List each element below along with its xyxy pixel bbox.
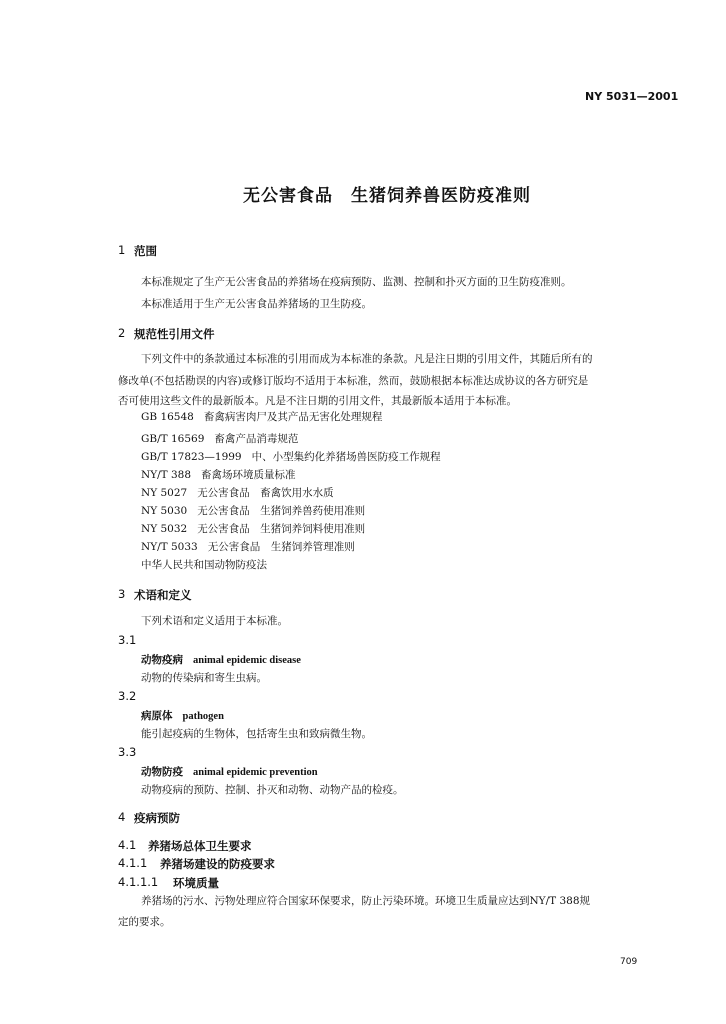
reference-title: 畜禽场环境质量标准	[201, 469, 296, 481]
term-chinese: 动物防疫	[141, 766, 183, 778]
term-english: animal epidemic disease	[193, 655, 301, 666]
section-2-number: 2	[118, 326, 126, 340]
section-1-para-1: 本标准规定了生产无公害食品的养猪场在疫病预防、监测、控制和扑灭方面的卫生防疫准则。	[141, 276, 572, 288]
term-chinese: 病原体	[141, 710, 173, 722]
reference-title: 无公害食品 畜禽饮用水水质	[197, 487, 334, 499]
term-definition: 动物疫病的预防、控制、扑灭和动物、动物产品的检疫。	[141, 784, 404, 796]
reference-item	[141, 485, 334, 500]
term-english: animal epidemic prevention	[193, 767, 318, 778]
term-heading	[141, 652, 301, 667]
section-2-para-line-2: 修改单(不包括勘误的内容)或修订版均不适用于本标准，然而，鼓励根据本标准达成协议的各方研究是	[118, 375, 589, 387]
reference-item	[141, 521, 365, 536]
subsection-number: 4.1.1	[118, 856, 148, 870]
section-4-heading: 疫病预防	[134, 811, 180, 825]
reference-title: 畜禽病害肉尸及其产品无害化处理规程	[203, 411, 383, 423]
subsection-heading: 养猪场建设的防疫要求	[160, 857, 275, 871]
reference-code: NY/T 5033	[141, 541, 198, 553]
reference-item	[141, 449, 441, 464]
term-heading	[141, 708, 224, 723]
standard-number: NY 5031—2001	[585, 90, 679, 103]
reference-title: 无公害食品 生猪饲养兽药使用准则	[197, 505, 366, 517]
section-2-heading: 规范性引用文件	[134, 327, 215, 341]
term-number: 3.1	[118, 633, 137, 647]
reference-item	[141, 467, 296, 482]
section-4-para-line-2: 定的要求。	[118, 916, 171, 928]
reference-code: GB/T 17823—1999	[141, 451, 242, 463]
reference-title: 畜禽产品消毒规范	[214, 433, 299, 445]
section-1-heading: 范围	[134, 244, 157, 258]
reference-title: 无公害食品 生猪饲养饲料使用准则	[197, 523, 366, 535]
term-number: 3.3	[118, 745, 137, 759]
term-number: 3.2	[118, 689, 137, 703]
reference-title: 中、小型集约化养猪场兽医防疫工作规程	[251, 451, 441, 463]
section-3-number: 3	[118, 587, 126, 601]
subsection-heading: 环境质量	[173, 876, 219, 890]
section-4-para-line-1: 养猪场的污水、污物处理应符合国家环保要求，防止污染环境。环境卫生质量应达到NY/T 388规	[141, 895, 591, 907]
reference-item	[141, 539, 355, 554]
reference-item	[141, 503, 365, 518]
section-2-para-line-1: 下列文件中的条款通过本标准的引用而成为本标准的条款。凡是注日期的引用文件，其随后所有的	[141, 353, 593, 365]
reference-code: NY 5030	[141, 505, 188, 517]
section-3-intro: 下列术语和定义适用于本标准。	[141, 615, 288, 627]
page-number: 709	[620, 957, 638, 967]
term-heading	[141, 764, 318, 779]
reference-code: NY 5032	[141, 523, 188, 535]
reference-code: NY 5027	[141, 487, 188, 499]
reference-code: NY/T 388	[141, 469, 192, 481]
section-1-para-2: 本标准适用于生产无公害食品养猪场的卫生防疫。	[141, 298, 372, 310]
term-definition: 动物的传染病和寄生虫病。	[141, 672, 267, 684]
section-4-number: 4	[118, 810, 126, 824]
reference-code: GB/T 16569	[141, 433, 205, 445]
reference-item	[141, 557, 267, 572]
reference-item	[141, 409, 382, 424]
subsection-number: 4.1	[118, 838, 137, 852]
reference-code: GB 16548	[141, 411, 194, 423]
section-1-number: 1	[118, 243, 126, 257]
term-english: pathogen	[182, 711, 224, 722]
reference-item	[141, 431, 298, 446]
subsection-number: 4.1.1.1	[118, 875, 159, 889]
reference-title: 中华人民共和国动物防疫法	[141, 559, 267, 571]
subsection-heading: 养猪场总体卫生要求	[148, 839, 252, 853]
term-chinese: 动物疫病	[141, 654, 183, 666]
section-2-para-line-3: 否可使用这些文件的最新版本。凡是不注日期的引用文件，其最新版本适用于本标准。	[118, 395, 517, 407]
section-3-heading: 术语和定义	[134, 588, 192, 602]
document-title: 无公害食品 生猪饲养兽医防疫准则	[243, 186, 531, 206]
reference-title: 无公害食品 生猪饲养管理准则	[207, 541, 355, 553]
term-definition: 能引起疫病的生物体，包括寄生虫和致病微生物。	[141, 728, 372, 740]
